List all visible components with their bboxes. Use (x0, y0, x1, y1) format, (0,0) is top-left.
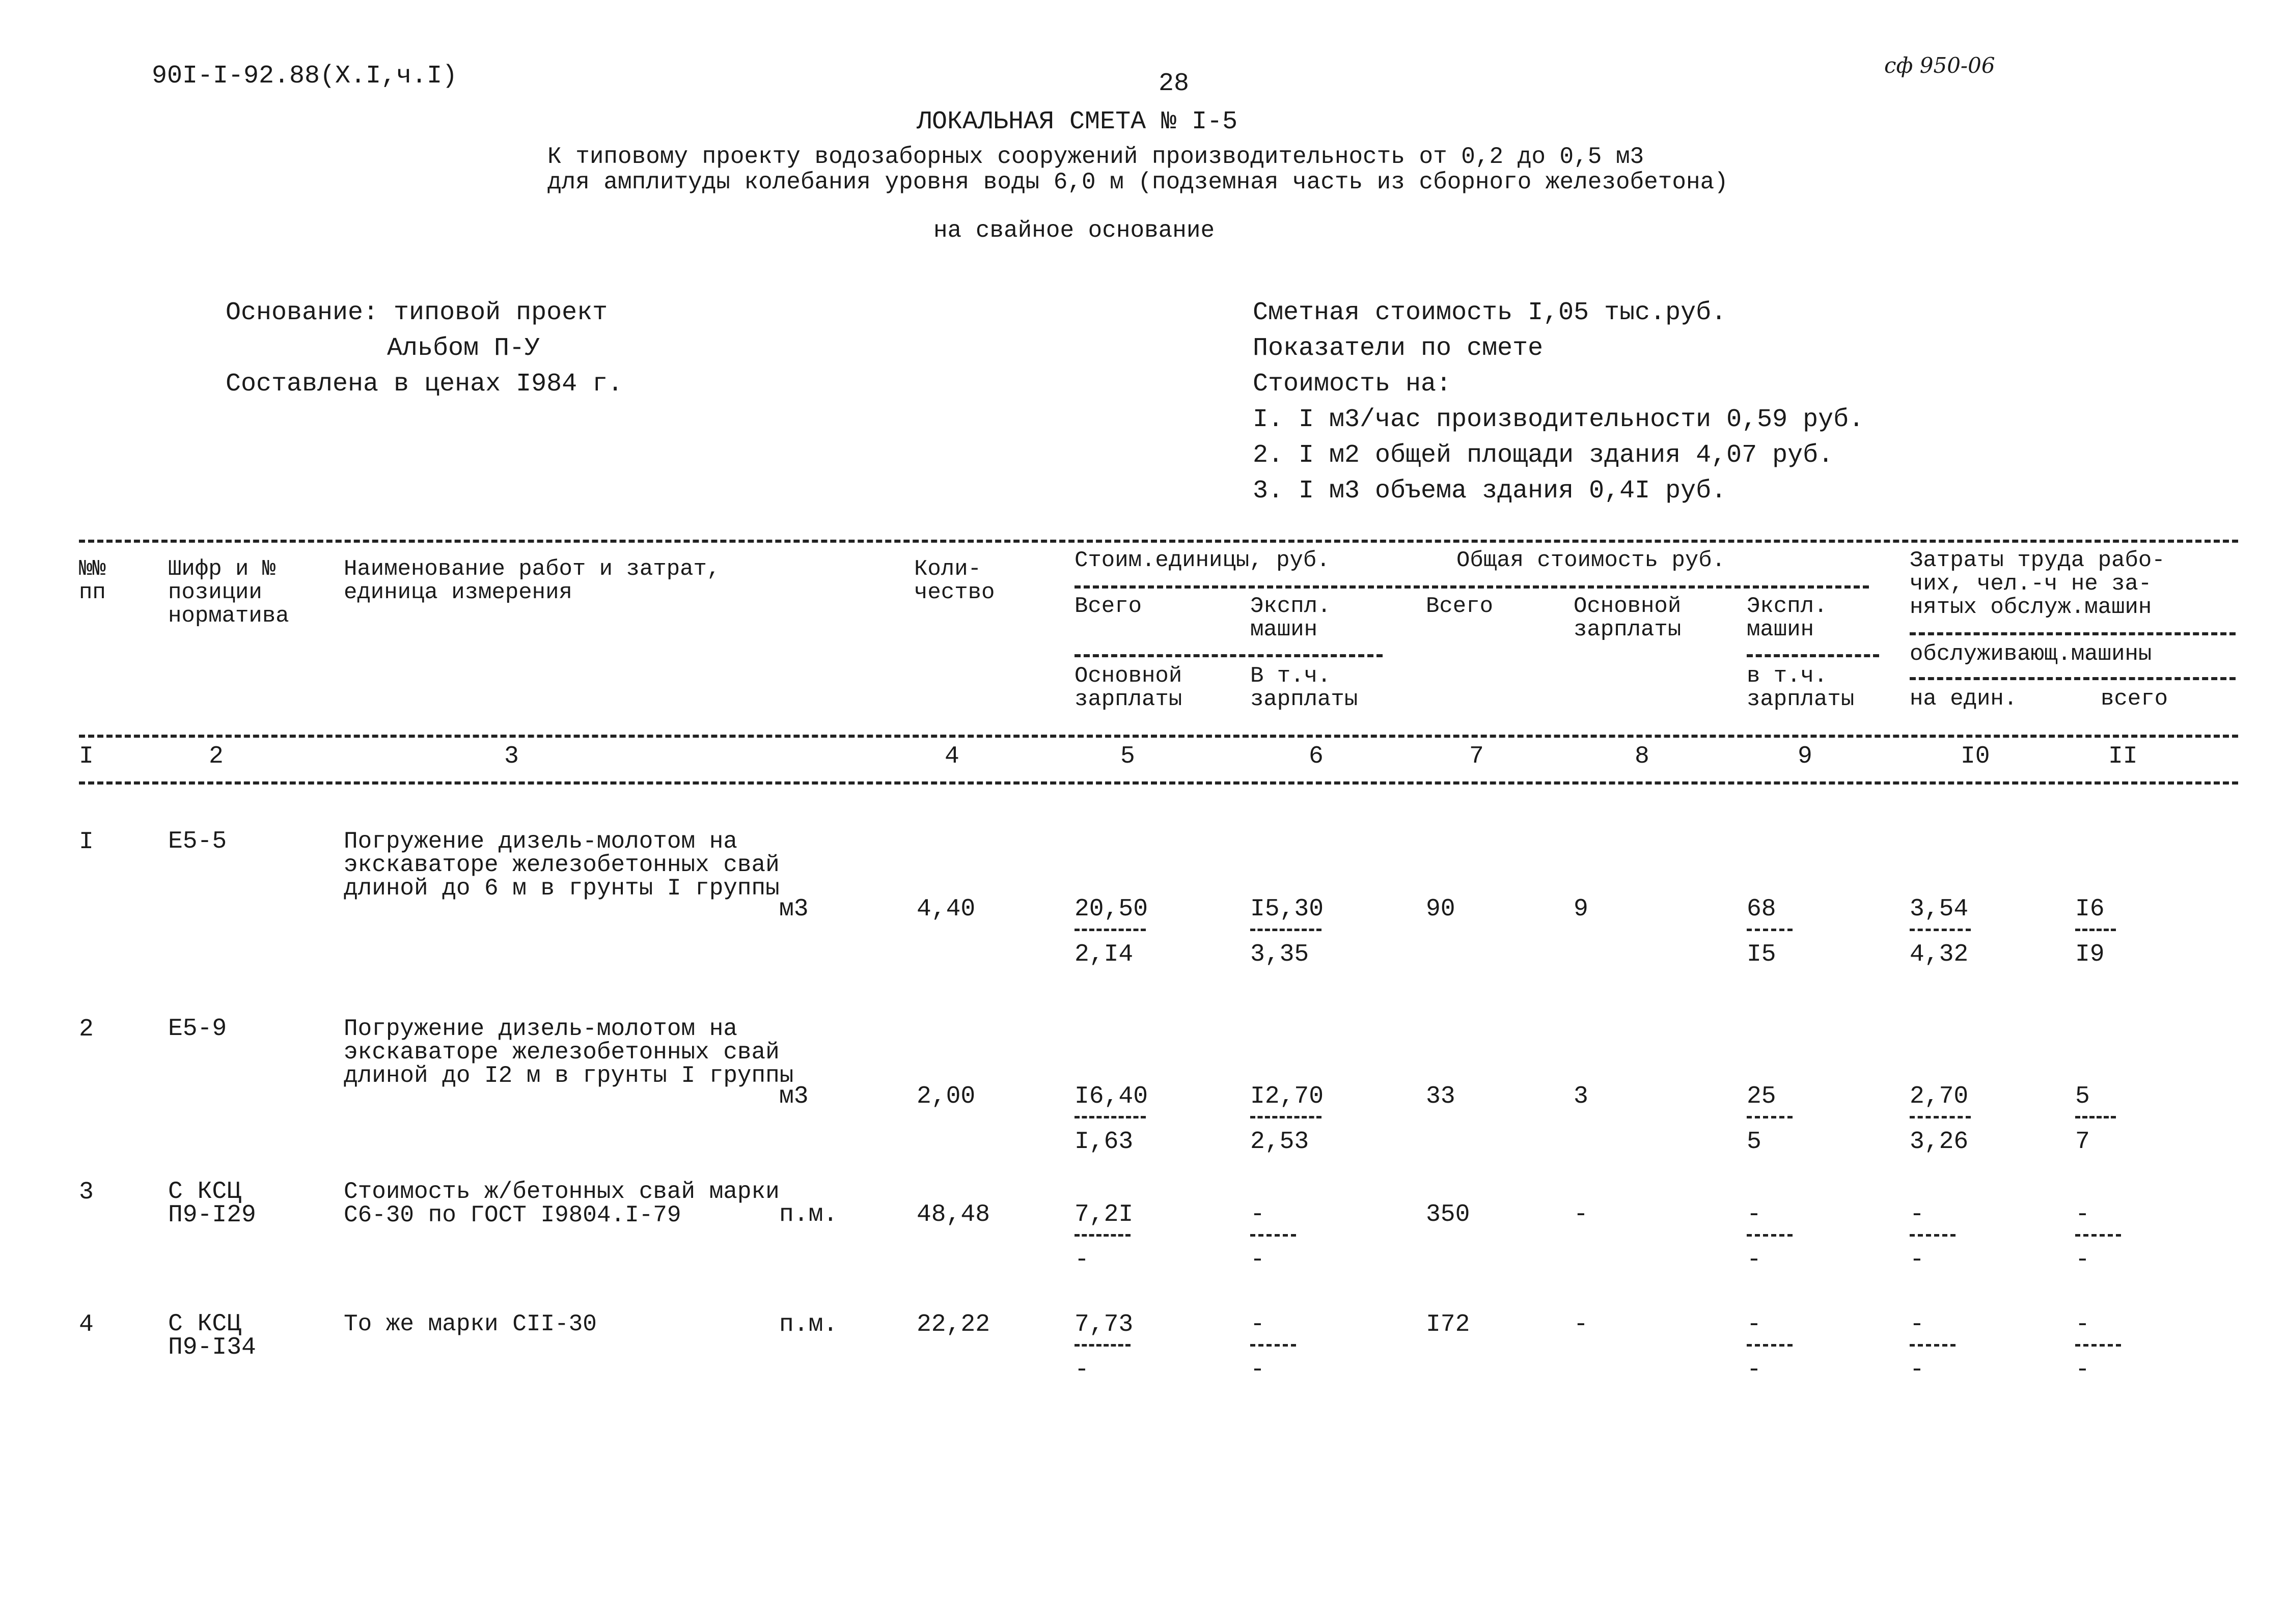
cost-summary-line-1: Сметная стоимость I,05 тыс.руб. (1253, 298, 1727, 327)
subtitle-line-1: К типовому проекту водозаборных сооружений производительность от 0,2 до 0,5 м3 (547, 144, 1644, 170)
row-3-labor-unit-value: - (1910, 1201, 1924, 1228)
row-1-number: I (79, 828, 94, 856)
header-subrule-labor-2 (1910, 677, 2236, 680)
row-2-labor-unit-value-2: 3,26 (1910, 1128, 1969, 1156)
col-header-total: Всего (1426, 594, 1494, 619)
row-3-labor-total-value-2: - (2075, 1246, 2090, 1274)
row-1-quantity: 4,40 (917, 895, 976, 923)
row-3-unit-salary: - (1075, 1246, 1089, 1274)
row-4-labor-total-value-2: - (2075, 1356, 2090, 1384)
row-1-labor-total (2075, 897, 2116, 967)
col-number-7: 7 (1469, 743, 1484, 770)
row-4-labor-unit-value: - (1910, 1311, 1924, 1338)
row-1-code: Е5-5 (168, 828, 227, 855)
row-2-unit-salary: I,63 (1075, 1128, 1134, 1156)
row-3-unit-cost (1075, 1202, 1133, 1272)
fraction-bar (1747, 1116, 1793, 1118)
col-header-unit-total: Всего (1075, 594, 1142, 619)
row-4-unit: п.м. (779, 1311, 838, 1338)
fraction-bar (2075, 1234, 2121, 1237)
row-1-total-machines (1747, 897, 1793, 967)
fraction-bar (1075, 1234, 1131, 1237)
document-code: 90I-I-92.88(X.I,ч.I) (152, 62, 458, 91)
col-number-3: 3 (504, 743, 519, 770)
row-3-total-machines (1747, 1202, 1793, 1272)
basis-line-3: Составлена в ценах I984 г. (226, 370, 623, 399)
col-header-total-machines: Экспл. машин (1747, 594, 1828, 642)
row-1-unit-salary: 2,I4 (1075, 941, 1134, 968)
col-header-name: Наименование работ и затрат, единица измерения (344, 556, 721, 605)
fraction-bar (2075, 1344, 2121, 1347)
document-title: ЛОКАЛЬНАЯ СМЕТА № I-5 (917, 107, 1238, 136)
col-number-10: I0 (1961, 743, 1990, 770)
col-header-unit-machines: Экспл. машин (1250, 594, 1331, 642)
row-1-unit-total: 20,50 (1075, 895, 1148, 923)
row-3-labor-unit-value-2: - (1910, 1246, 1924, 1274)
row-4-unit-salary: - (1075, 1356, 1089, 1384)
row-3-labor-unit (1910, 1202, 1956, 1272)
row-2-labor-unit-value: 2,70 (1910, 1083, 1969, 1110)
col-number-2: 2 (209, 743, 224, 770)
cost-summary-line-2: Показатели по смете (1253, 334, 1544, 363)
row-2-name: Погружение дизель-молотом на экскаваторе железобетонных свай длиной до I2 м в грунты I группы (344, 1016, 794, 1089)
row-2-unit-cost (1075, 1084, 1148, 1154)
row-3-unit-mach: - (1250, 1201, 1265, 1228)
row-4-unit-machines (1250, 1312, 1296, 1382)
row-1-total-mach-salary: I5 (1747, 941, 1776, 968)
row-4-unit-cost (1075, 1312, 1133, 1382)
row-3-quantity: 48,48 (917, 1201, 990, 1228)
fraction-bar (1747, 929, 1793, 931)
row-1-labor-total-value: I6 (2075, 895, 2105, 923)
column-number-rule (79, 781, 2238, 785)
stamp-code: сф 950-06 (1884, 53, 1995, 78)
row-1-unit-cost (1075, 897, 1148, 967)
fraction-bar (1747, 1234, 1793, 1237)
col-header-unit-salary: Основной зарплаты (1075, 663, 1182, 712)
col-header-number: №№ пп (79, 556, 106, 605)
cost-summary-item-2: 2. I м2 общей площади здания 4,07 руб. (1253, 441, 1834, 470)
row-2-labor-total (2075, 1084, 2116, 1154)
row-3-unit-mach-salary: - (1250, 1246, 1265, 1274)
row-1-total: 90 (1426, 895, 1455, 923)
col-number-5: 5 (1120, 743, 1135, 770)
row-1-unit: м3 (779, 895, 809, 923)
table-top-rule (79, 540, 2238, 543)
row-1-unit-mach-salary: 3,35 (1250, 941, 1309, 968)
fraction-bar (1075, 1344, 1131, 1347)
row-2-total: 33 (1426, 1083, 1455, 1110)
fraction-bar (2075, 1116, 2116, 1118)
row-4-labor-unit (1910, 1312, 1956, 1382)
col-header-serving-machines: обслуживающ.машины (1910, 641, 2152, 667)
col-header-labor: Затраты труда рабо- чих, чел.-ч не за- нятых обслуж.машин (1910, 548, 2165, 620)
row-4-total-salary: - (1574, 1311, 1588, 1338)
fraction-bar (1250, 1344, 1296, 1347)
col-header-total-cost: Общая стоимость руб. (1456, 548, 1726, 573)
basis-line-2: Альбом П-У (387, 334, 540, 363)
fraction-bar (1250, 1116, 1321, 1118)
row-3-labor-total (2075, 1202, 2121, 1272)
fraction-bar (1910, 1234, 1956, 1237)
row-4-total-mach: - (1747, 1311, 1761, 1338)
row-1-labor-unit-value: 3,54 (1910, 895, 1969, 923)
row-1-unit-machines (1250, 897, 1324, 967)
col-number-4: 4 (945, 743, 959, 770)
row-2-number: 2 (79, 1016, 94, 1043)
col-number-8: 8 (1635, 743, 1649, 770)
row-2-unit-machines (1250, 1084, 1324, 1154)
row-3-unit-machines (1250, 1202, 1296, 1272)
col-header-total-salary: Основной зарплаты (1574, 594, 1682, 642)
row-2-labor-total-value-2: 7 (2075, 1128, 2090, 1156)
row-1-labor-unit-value-2: 4,32 (1910, 941, 1969, 968)
row-4-total: I72 (1426, 1311, 1470, 1338)
row-1-labor-total-value-2: I9 (2075, 941, 2105, 968)
col-header-total-machine-salary: в т.ч. зарплаты (1747, 663, 1855, 712)
row-2-total-mach: 25 (1747, 1083, 1776, 1110)
fraction-bar (1747, 1344, 1793, 1347)
row-2-unit: м3 (779, 1083, 809, 1110)
header-bottom-rule (79, 735, 2238, 738)
row-2-labor-unit (1910, 1084, 1971, 1154)
basis-line-1: Основание: типовой проект (226, 298, 608, 327)
row-4-labor-total (2075, 1312, 2121, 1382)
fraction-bar (1250, 929, 1321, 931)
row-4-total-machines (1747, 1312, 1793, 1382)
col-number-6: 6 (1309, 743, 1324, 770)
row-4-unit-total: 7,73 (1075, 1311, 1134, 1338)
fraction-bar (1910, 1116, 1971, 1118)
row-2-labor-total-value: 5 (2075, 1083, 2090, 1110)
row-3-unit: п.м. (779, 1201, 838, 1228)
header-subrule-labor-1 (1910, 632, 2236, 635)
row-2-total-salary: 3 (1574, 1083, 1588, 1110)
row-2-total-mach-salary: 5 (1747, 1128, 1761, 1156)
row-3-name: Стоимость ж/бетонных свай марки С6-30 по ГОСТ I9804.I-79 (344, 1179, 780, 1228)
fraction-bar (1910, 929, 1971, 931)
row-1-labor-unit (1910, 897, 1971, 967)
row-2-quantity: 2,00 (917, 1083, 976, 1110)
row-3-unit-total: 7,2I (1075, 1201, 1134, 1228)
row-1-total-salary: 9 (1574, 895, 1588, 923)
cost-summary-line-3: Стоимость на: (1253, 370, 1452, 399)
row-2-code: Е5-9 (168, 1015, 227, 1043)
row-4-labor-unit-value-2: - (1910, 1356, 1924, 1384)
fraction-bar (1075, 1116, 1146, 1118)
row-2-unit-mach: I2,70 (1250, 1083, 1324, 1110)
row-4-number: 4 (79, 1311, 94, 1338)
row-4-quantity: 22,22 (917, 1311, 990, 1338)
row-2-unit-total: I6,40 (1075, 1083, 1148, 1110)
col-number-1: I (79, 743, 94, 770)
row-1-unit-mach: I5,30 (1250, 895, 1324, 923)
row-3-total-salary: - (1574, 1201, 1588, 1228)
row-1-name: Погружение дизель-молотом на экскаваторе железобетонных свай длиной до 6 м в грунты I группы (344, 828, 780, 902)
row-4-name: То же марки СII-30 (344, 1311, 597, 1337)
row-3-number: 3 (79, 1179, 94, 1206)
cost-summary-item-3: 3. I м3 объема здания 0,4I руб. (1253, 477, 1727, 506)
col-header-unit-cost: Стоим.единицы, руб. (1075, 548, 1330, 573)
row-4-total-mach-salary: - (1747, 1356, 1761, 1384)
header-subrule-cost (1075, 585, 1869, 589)
subtitle-line-2: для амплитуды колебания уровня воды 6,0 м (подземная часть из сборного железобетона) (547, 169, 1728, 195)
col-header-code: Шифр и № позиции норматива (168, 556, 289, 629)
fraction-bar (1910, 1344, 1956, 1347)
row-3-total: 350 (1426, 1201, 1470, 1228)
col-number-9: 9 (1798, 743, 1812, 770)
page-number: 28 (1159, 69, 1190, 98)
row-3-total-mach-salary: - (1747, 1246, 1761, 1274)
col-header-unit-machine-salary: В т.ч. зарплаты (1250, 663, 1358, 712)
row-3-total-mach: - (1747, 1201, 1761, 1228)
subtitle-line-3: на свайное основание (933, 217, 1215, 244)
col-header-total-labor: всего (2101, 686, 2168, 712)
header-subrule-unit (1075, 654, 1383, 657)
row-4-unit-mach-salary: - (1250, 1356, 1265, 1384)
row-2-total-machines (1747, 1084, 1793, 1154)
col-header-per-unit: на един. (1910, 686, 2018, 712)
row-1-total-mach: 68 (1747, 895, 1776, 923)
row-4-code: С КСЦ П9-I34 (168, 1310, 256, 1361)
fraction-bar (1250, 1234, 1296, 1237)
row-4-unit-mach: - (1250, 1311, 1265, 1338)
row-3-labor-total-value: - (2075, 1201, 2090, 1228)
col-number-11: II (2108, 743, 2138, 770)
row-3-code: С КСЦ П9-I29 (168, 1178, 256, 1229)
header-subrule-mach (1747, 654, 1879, 657)
fraction-bar (1075, 929, 1146, 931)
row-4-labor-total-value: - (2075, 1311, 2090, 1338)
cost-summary-item-1: I. I м3/час производительности 0,59 руб. (1253, 405, 1864, 434)
row-2-unit-mach-salary: 2,53 (1250, 1128, 1309, 1156)
col-header-quantity: Коли- чество (914, 556, 995, 605)
fraction-bar (2075, 929, 2116, 931)
